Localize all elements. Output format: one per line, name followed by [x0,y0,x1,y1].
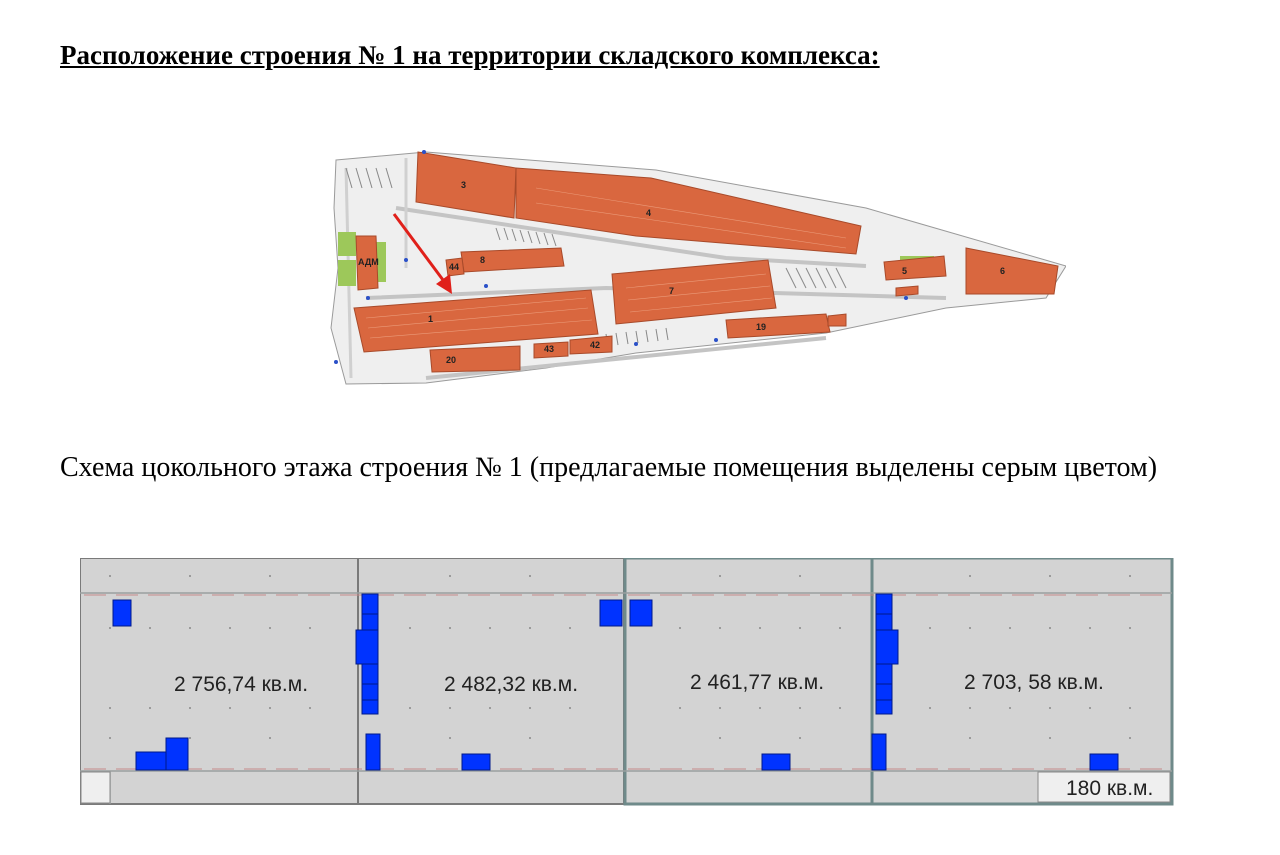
column [876,684,892,700]
column [362,684,378,700]
column [876,664,892,684]
label-building-8: 8 [480,255,486,265]
label-building-43: 43 [544,344,555,354]
label-building-1: 1 [428,314,434,324]
column [362,614,378,630]
label-building-20: 20 [446,355,457,365]
site-marker [484,284,488,288]
label-building-44: 44 [449,262,460,272]
column [166,738,188,770]
label-building-42: 42 [590,340,601,350]
column [462,754,490,770]
corner-cell [81,772,110,803]
column [630,600,652,626]
site-marker [634,342,638,346]
column [872,734,886,770]
site-map [306,148,1066,398]
building-small [896,286,918,296]
column [600,600,622,626]
column [876,700,892,714]
column [1090,754,1118,770]
site-marker [904,296,908,300]
label-building-5: 5 [902,266,908,276]
label-building-6: 6 [1000,266,1006,276]
site-marker [422,150,426,154]
column [113,600,131,626]
site-marker [334,360,338,364]
column [362,664,378,684]
green-area [338,260,356,286]
label-building-7: 7 [669,286,675,296]
area-label-section-1: 2 756,74 кв.м. [174,673,309,696]
column [876,614,892,630]
building-20 [430,346,520,372]
area-label-section-4: 2 703, 58 кв.м. [964,671,1104,694]
building-small [828,314,846,326]
page-heading: Расположение строения № 1 на территории складского комплекса: [60,40,880,70]
site-marker [714,338,718,342]
label-building-19: 19 [756,322,767,332]
green-area [338,232,356,256]
floor-plan-caption: Схема цокольного этажа строения № 1 (предлагаемые помещения выделены серым цветом) [60,452,1158,483]
label-building-4: 4 [646,208,652,218]
area-label-section-2: 2 482,32 кв.м. [444,673,579,696]
floor-plan [80,558,1175,808]
column [362,700,378,714]
column [362,594,378,614]
label-building-adm: АДМ [358,257,379,267]
area-label-section-3: 2 461,77 кв.м. [690,671,825,694]
site-marker [404,258,408,262]
small-room-label: 180 кв.м. [1066,777,1154,800]
label-building-3: 3 [461,180,467,190]
site-marker [366,296,370,300]
column [136,752,166,770]
column [366,734,380,770]
column [356,630,378,664]
column [876,594,892,614]
column [762,754,790,770]
column [876,630,898,664]
